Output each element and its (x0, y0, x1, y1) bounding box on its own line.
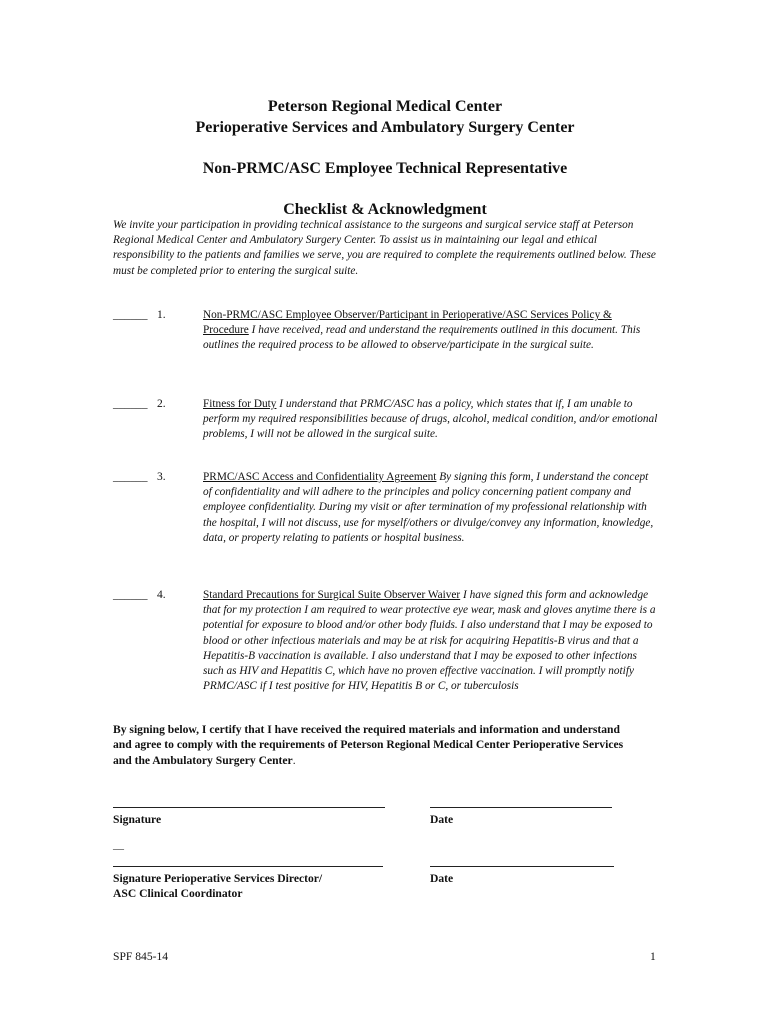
director-date-line[interactable] (430, 866, 614, 867)
intro-paragraph: We invite your participation in providing technical assistance to the surgeons and surgical service staff at Peterson Regional Medical Center and Ambulatory Surgery Center. To assist us in maintaining our legal and ethical responsibility to the patients and families we serve, you are required to complete the requirements outlined below. These must be completed prior to entering the surgical suite. (113, 219, 656, 277)
director-signature-label: Signature Perioperative Services Director/ (113, 872, 323, 885)
initial-blank[interactable]: ______ (113, 398, 148, 410)
item-body (203, 470, 658, 546)
item-number: 3. (157, 471, 166, 483)
initial-blank[interactable]: ______ (113, 471, 148, 483)
certification-statement (113, 722, 633, 768)
department-title: Perioperative Services and Ambulatory Surgery Center (195, 119, 575, 136)
item-body (203, 308, 658, 354)
signature-label: Signature (113, 813, 162, 826)
director-signature-line[interactable] (113, 866, 383, 867)
initial-blank[interactable]: ______ (113, 309, 148, 321)
form-title: Non-PRMC/ASC Employee Technical Representative (202, 160, 568, 177)
certification-text: By signing below, I certify that I have received the required materials and information and understand and agree to comply with the requirements of Peterson Regional Medical Center Perioperative Services and the Ambulatory Surgery Center (113, 723, 624, 767)
form-code: SPF 845-14 (113, 950, 169, 963)
item-title: Non-PRMC/ASC Employee Observer/Participant in Perioperative/ASC Services Policy & Procedure (203, 309, 612, 337)
signature-line[interactable] (113, 807, 385, 808)
form-subtitle: Checklist & Acknowledgment (283, 201, 487, 218)
item-number: 4. (157, 589, 166, 601)
date-line[interactable] (430, 807, 612, 808)
item-text: I have received, read and understand the requirements outlined in this document. This outlines the required process to be allowed to observe/participate in the surgical suite. (203, 324, 641, 352)
date-label: Date (430, 813, 454, 826)
director-date-label: Date (430, 872, 454, 885)
item-body (203, 397, 658, 443)
item-number: 1. (157, 309, 166, 321)
initial-blank[interactable]: ______ (113, 589, 148, 601)
dash-mark: __ (113, 839, 124, 851)
item-body (203, 588, 658, 694)
item-title: Fitness for Duty (203, 398, 277, 410)
item-title: Standard Precautions for Surgical Suite Observer Waiver (203, 589, 461, 601)
item-text: I understand that PRMC/ASC has a policy, which states that if, I am unable to perform my required responsibilities because of drugs, alcohol, medical condition, and/or emotional problems, I will not be allowed in the surgical suite. (203, 398, 658, 441)
item-text: I have signed this form and acknowledge that for my protection I am required to wear protective eye wear, mask and gloves anytime there is a potential for exposure to blood and/or other body fluids. I also understand that I may be exposed to blood or other infectious materials and may be at risk for acquiring Hepatitis-B virus and that a Hepatitis-B vaccination is available. I also understand that I may be exposed to other infections such as HIV and Hepatitis C, which have no proven effective vaccination. I will promptly notify PRMC/ASC if I test positive for HIV, Hepatitis B or C, or tuberculosis (203, 589, 656, 693)
item-text: By signing this form, I understand the concept of confidentiality and will adhere to the principles and policy concerning patient company and employee confidentiality. During my visit or after termination of my professional relationship with the hospital, I will not discuss, use for myself/others or divulge/convey any information, knowledge, data, or property relating to patients or hospital business. (203, 471, 654, 544)
certification-period: . (292, 753, 296, 767)
coordinator-label: ASC Clinical Coordinator (113, 887, 243, 900)
item-number: 2. (157, 398, 166, 410)
item-title: PRMC/ASC Access and Confidentiality Agreement (203, 471, 437, 483)
org-title: Peterson Regional Medical Center (267, 98, 503, 115)
page-number: 1 (650, 950, 656, 963)
